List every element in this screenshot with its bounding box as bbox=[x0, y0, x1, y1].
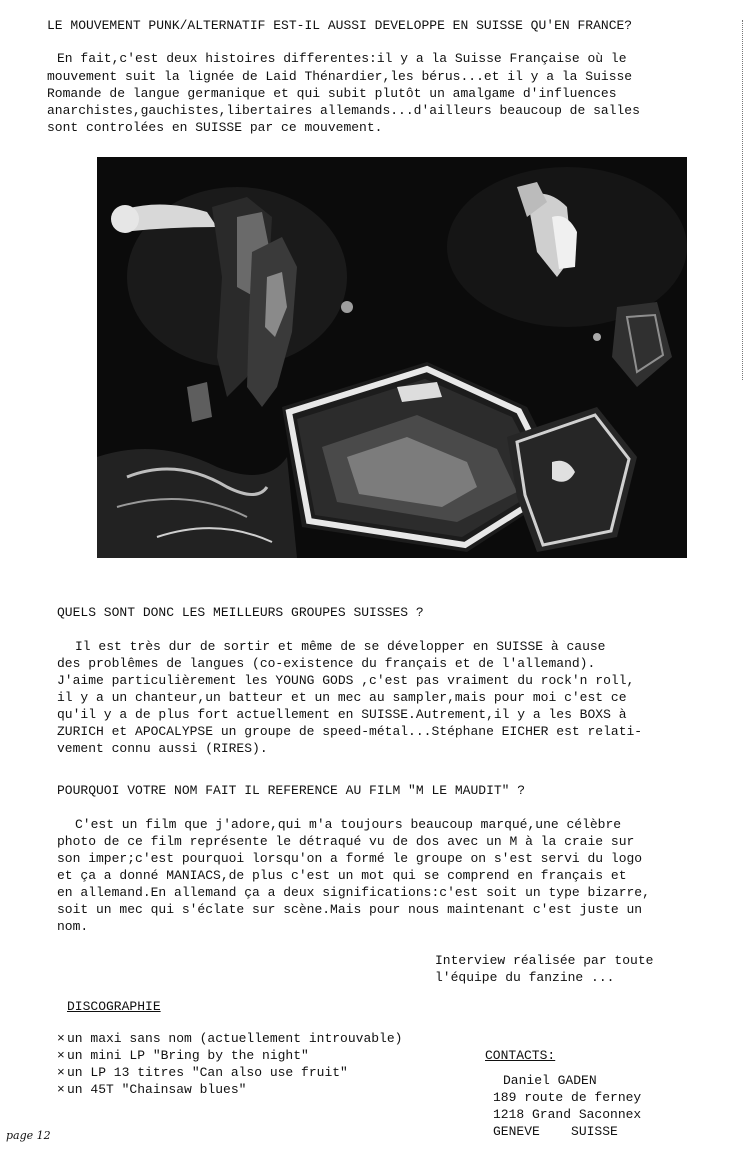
interview-credit-line: l'équipe du fanzine ... bbox=[435, 970, 615, 985]
contact-street: 189 route de ferney bbox=[493, 1090, 642, 1105]
interview-credit-line: Interview réalisée par toute bbox=[435, 953, 654, 968]
answer-line: mouvement suit la lignée de Laid Thénardier,les bérus...et il y a la Suisse bbox=[47, 69, 633, 84]
answer-line: anarchistes,gauchistes,libertaires allemands...d'ailleurs beaucoup de salles bbox=[47, 103, 640, 118]
discography-item bbox=[57, 1064, 348, 1081]
answer-line: ZURICH et APOCALYPSE un groupe de speed-métal...Stéphane EICHER est relati- bbox=[57, 724, 643, 739]
contacts-heading: CONTACTS: bbox=[485, 1048, 556, 1063]
answer-line: photo de ce film représente le détraqué vu de dos avec un M à la craie sur bbox=[57, 834, 635, 849]
answer-line: qu'il y a de plus fort actuellement en SUISSE.Autrement,il y a les BOXS à bbox=[57, 707, 627, 722]
contact-postal-town: 1218 Grand Saconnex bbox=[493, 1107, 642, 1122]
bullet-icon: × bbox=[57, 1031, 65, 1046]
answer-line: son imper;c'est pourquoi lorsqu'on a formé le groupe on s'est servi du logo bbox=[57, 851, 643, 866]
answer-line: nom. bbox=[57, 919, 89, 934]
answer-line: C'est un film que j'adore,qui m'a toujours beaucoup marqué,une célèbre bbox=[75, 817, 622, 832]
question-best-swiss-bands: QUELS SONT DONC LES MEILLEURS GROUPES SUISSES ? bbox=[57, 605, 424, 620]
page-number: page 12 bbox=[6, 1129, 51, 1142]
answer-line: il y a un chanteur,un batteur et un mec au sampler,mais pour moi c'est ce bbox=[57, 690, 627, 705]
scan-edge-mark bbox=[741, 20, 743, 380]
answer-line: en allemand.En allemand ça a deux significations:c'est soit un type bizarre, bbox=[57, 885, 650, 900]
discography-item bbox=[57, 1047, 309, 1064]
discography-item-text: un 45T "Chainsaw blues" bbox=[67, 1082, 247, 1097]
discography-item bbox=[57, 1081, 246, 1098]
answer-line: vement connu aussi (RIRES). bbox=[57, 741, 268, 756]
answer-line: J'aime particulièrement les YOUNG GODS ,c'est pas vraiment du rock'n roll, bbox=[57, 673, 635, 688]
bullet-icon: × bbox=[57, 1065, 65, 1080]
answer-line: des problêmes de langues (co-existence du français et de l'allemand). bbox=[57, 656, 596, 671]
bullet-icon: × bbox=[57, 1048, 65, 1063]
answer-line: Il est très dur de sortir et même de se développer en SUISSE à cause bbox=[75, 639, 606, 654]
bullet-icon: × bbox=[57, 1082, 65, 1097]
discography-heading: DISCOGRAPHIE bbox=[67, 999, 161, 1014]
discography-item-text: un LP 13 titres "Can also use fruit" bbox=[67, 1065, 348, 1080]
discography-item-text: un mini LP "Bring by the night" bbox=[67, 1048, 309, 1063]
answer-line: En fait,c'est deux histoires differentes:il y a la Suisse Française où le bbox=[57, 51, 627, 66]
concert-photo bbox=[97, 157, 687, 558]
answer-line: et ça a donné MANIACS,de plus c'est un mot qui se comprend en français et bbox=[57, 868, 627, 883]
answer-line: Romande de langue germanique et qui subit plutôt un amalgame d'influences bbox=[47, 86, 617, 101]
answer-line: sont controlées en SUISSE par ce mouvement. bbox=[47, 120, 383, 135]
concert-photo-image bbox=[97, 157, 687, 558]
discography-item-text: un maxi sans nom (actuellement introuvable) bbox=[67, 1031, 403, 1046]
contact-name: Daniel GADEN bbox=[503, 1073, 597, 1088]
discography-item bbox=[57, 1030, 402, 1047]
question-band-name-film: POURQUOI VOTRE NOM FAIT IL REFERENCE AU FILM "M LE MAUDIT" ? bbox=[57, 783, 526, 798]
question-punk-movement: LE MOUVEMENT PUNK/ALTERNATIF EST-IL AUSSI DEVELOPPE EN SUISSE QU'EN FRANCE? bbox=[47, 18, 633, 33]
answer-line: soit un mec qui s'éclate sur scène.Mais pour nous maintenant c'est juste un bbox=[57, 902, 643, 917]
contact-city-country: GENEVE SUISSE bbox=[493, 1124, 618, 1139]
